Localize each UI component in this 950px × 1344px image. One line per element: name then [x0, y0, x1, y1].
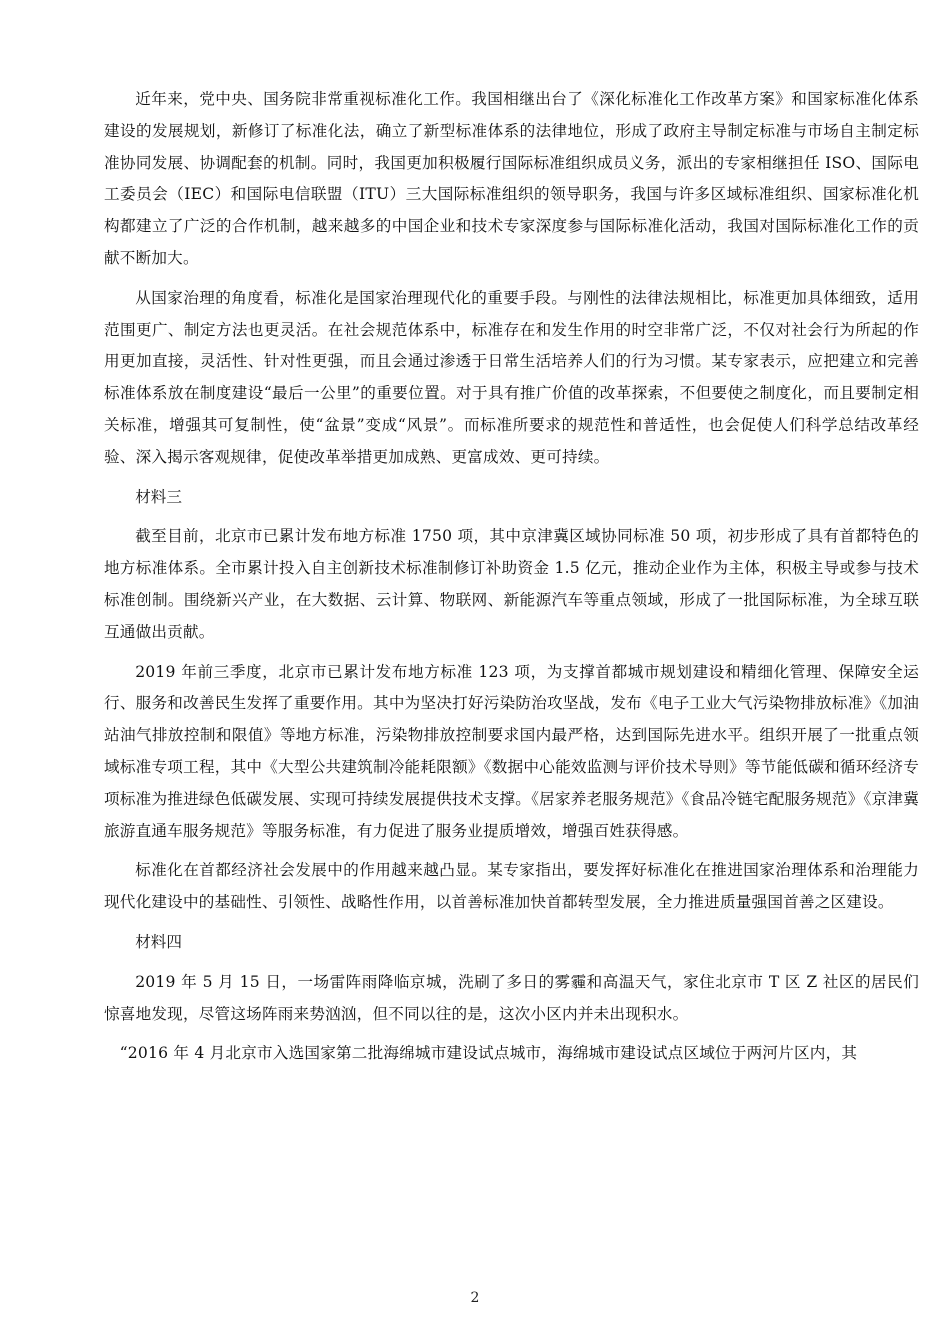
paragraph-standardization-work: 近年来，党中央、国务院非常重视标准化工作。我国相继出台了《深化标准化工作改革方案》和国家标准化体系建设的发展规划，新修订了标准化法，确立了新型标准体系的法律地位，形成了政府主导制定标准与市场自主制定标准协同发展、协调配套的机制。同时，我国更加积极履行国际标准组织成员义务，派出的专家相继担任 ISO、国际电工委员会（IEC）和国际电信联盟（ITU）三大国际标准组织的领导职务，我国与许多区域标准组织、国家标准化机构都建立了广泛的合作机制，越来越多的中国企业和技术专家深度参与国际标准化活动，我国对国际标准化工作的贡献不断加大。 [104, 90, 919, 267]
paragraph-beijing-local-standards: 截至目前，北京市已累计发布地方标准 1750 项，其中京津冀区域协同标准 50 项，初步形成了具有首都特色的地方标准体系。全市累计投入自主创新技术标准制修订补助资金 1.5 亿元，推动企业作为主体，积极主导或参与技术标准创制。围绕新兴产业，在大数据、云计算、物联网、新能源汽车等重点领域，形成了一批国际标准，为全球互联互通做出贡献。 [104, 527, 919, 641]
page-number: 2 [470, 1290, 480, 1306]
paragraph-national-governance: 从国家治理的角度看，标准化是国家治理现代化的重要手段。与刚性的法律法规相比，标准更加具体细致，适用范围更广、制定方法也更灵活。在社会规范体系中，标准存在和发生作用的时空非常广泛，不仅对社会行为所起的作用更加直接，灵活性、针对性更强，而且会通过渗透于日常生活培养人们的行为习惯。某专家表示，应把建立和完善标准体系放在制度建设“最后一公里”的重要位置。对于具有推广价值的改革探索，不但要使之制度化，而且要制定相关标准，增强其可复制性，使“盆景”变成“风景”。而标准所要求的规范性和普适性，也会促使人们科学总结改革经验、深入揭示客观规律，促使改革举措更加成熟、更富成效、更可持续。 [104, 288, 919, 466]
paragraph-sponge-city: “2016 年 4 月北京市入选国家第二批海绵城市建设试点城市，海绵城市建设试点区域位于两河片区内，其 [119, 1044, 858, 1063]
document-body [104, 84, 919, 1070]
paragraph-rainstorm: 2019 年 5 月 15 日，一场雷阵雨降临京城，洗刷了多日的雾霾和高温天气，家住北京市 T 区 Z 社区的居民们惊喜地发现，尽管这场阵雨来势汹汹，但不同以往的是，这次小区内并未出现积水。 [104, 972, 919, 1023]
paragraph-capital-development: 标准化在首都经济社会发展中的作用越来越凸显。某专家指出，要发挥好标准化在推进国家治理体系和治理能力现代化建设中的基础性、引领性、战略性作用，以首善标准加快首都转型发展，全力推进质量强国首善之区建设。 [104, 861, 919, 912]
section-heading-material-four: 材料四 [135, 932, 182, 951]
paragraph-2019-standards: 2019 年前三季度，北京市已累计发布地方标准 123 项，为支撑首都城市规划建设和精细化管理、保障安全运行、服务和改善民生发挥了重要作用。其中为坚决打好污染防治攻坚战，发布《电子工业大气污染物排放标准》《加油站油气排放控制和限值》等地方标准，污染物排放控制要求国内最严格，达到国际先进水平。组织开展了一批重点领域标准专项工程，其中《大型公共建筑制冷能耗限额》《数据中心能效监测与评价技术导则》等节能低碳和循环经济专项标准为推进绿色低碳发展、实现可持续发展提供技术支撑。《居家养老服务规范》《食品冷链宅配服务规范》《京津冀旅游直通车服务规范》等服务标准，有力促进了服务业提质增效，增强百姓获得感。 [104, 662, 919, 840]
section-heading-material-three: 材料三 [135, 487, 182, 506]
